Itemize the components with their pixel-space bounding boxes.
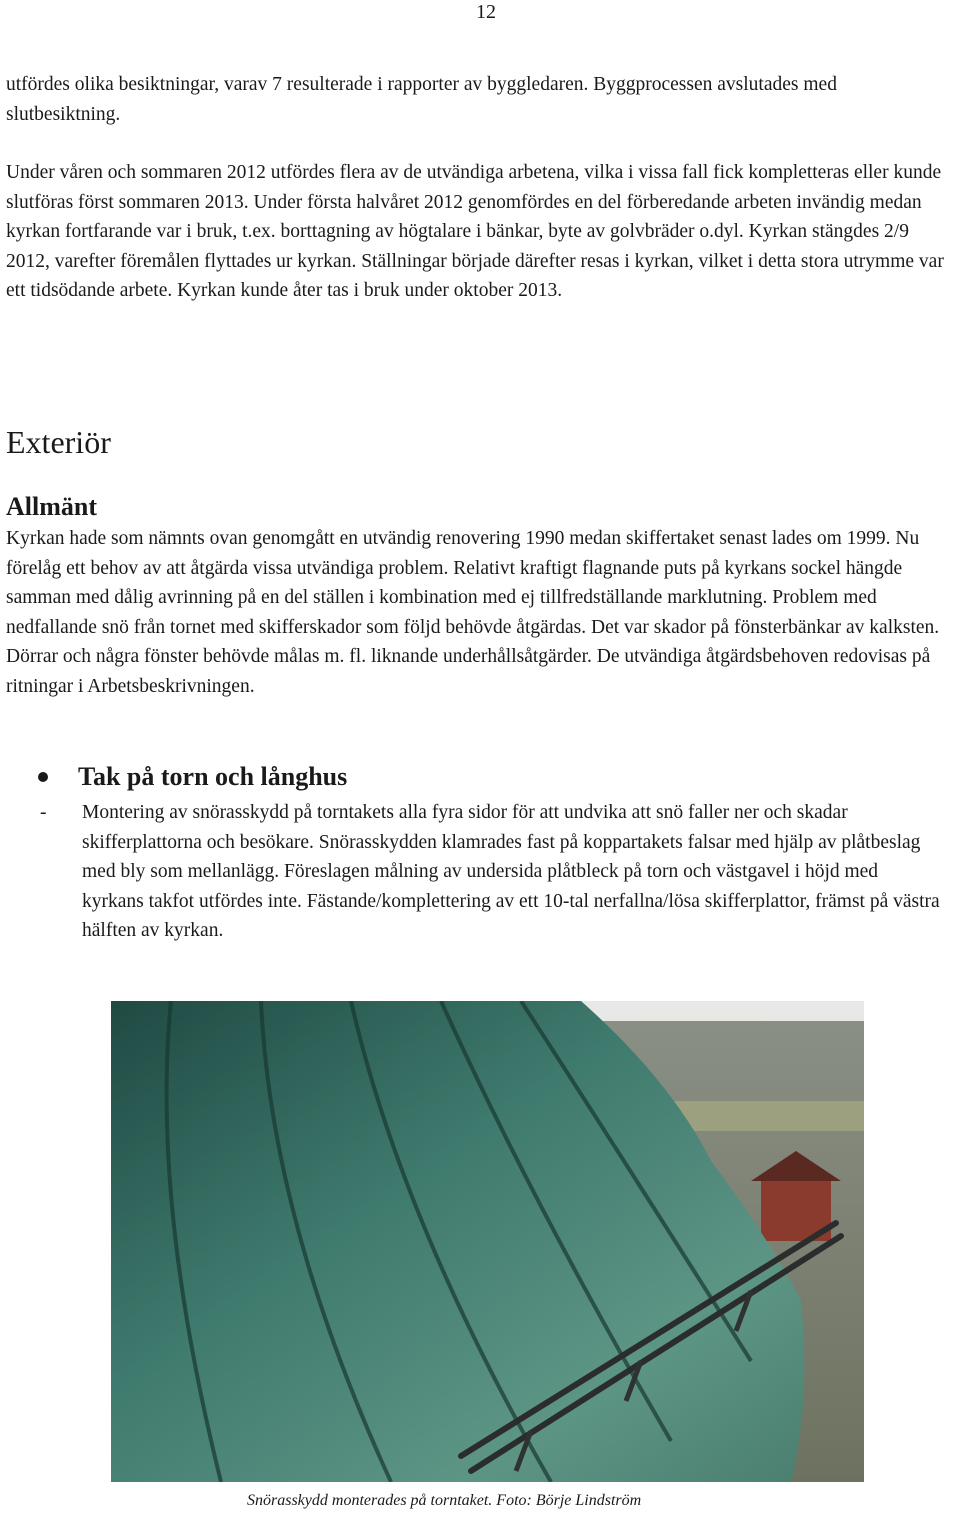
intro-paragraph: utfördes olika besiktningar, varav 7 resulterade i rapporter av byggledaren. Byggprocessen avslutades med slutbesiktning. (6, 74, 837, 125)
subsection-heading: Allmänt (6, 492, 97, 521)
section-heading: Exteriör (6, 424, 111, 460)
schedule-paragraph: Under våren och sommaren 2012 utfördes flera av de utvändiga arbetena, vilka i vissa fall fick kompletteras eller kunde slutföras först sommaren 2013. Under första halvåret 2012 genomfördes en del förberedande arbeten invändig medan kyrkan fortfarande var i bruk, t.ex. borttagning av högtalare i bänkar, byte av golvbräder o.dyl. Kyrkan stängdes 2/9 2012, varefter föremålen flyttades ur kyrkan. Ställningar började därefter resas i kyrkan, vilket i detta stora utrymme var ett tidsödande arbete. Kyrkan kunde åter tas i bruk under oktober 2013. (6, 162, 944, 301)
list-dash: - (40, 802, 47, 823)
page-number: 12 (476, 1, 496, 23)
bullet-heading: Tak på torn och långhus (78, 762, 348, 791)
bullet-icon (38, 772, 48, 782)
field-strip (671, 1101, 864, 1131)
photo-caption: Snörasskydd monterades på torntaket. Foto: Börje Lindström (247, 1492, 642, 1509)
roof-photo (111, 1001, 864, 1482)
bullet-heading-row (38, 760, 347, 794)
general-paragraph: Kyrkan hade som nämnts ovan genomgått en utvändig renovering 1990 medan skiffertaket senast lades om 1999. Nu förelåg ett behov av att åtgärda vissa utvändiga problem. Relativt kraftigt flagnande puts på kyrkans sockel hängde samman med dålig avrinning på en del ställen i kombination med ej tillfredställande marklutning. Problem med nedfallande snö från tornet med skifferskador som följd behövde åtgärdas. Det var skador på fönsterbänkar av kalksten. Dörrar och några fönster behövde målas m. fl. liknande underhållsåtgärder. De utvändiga åtgärdsbehoven redovisas på ritningar i Arbetsbeskrivningen. (6, 528, 940, 697)
list-item-text: Montering av snörasskydd på torntakets alla fyra sidor för att undvika att snö faller ner och skadar skifferplattorna och besökare. Snörasskydden klamrades fast på koppartakets falsar med hjälp av plåtbeslag med bly som mellanlägg. Föreslagen målning av undersida plåtbleck på torn och västgavel i höjd med kyrkans takfot utfördes inte. Fästande/komplettering av ett 10-tal nerfallna/lösa skifferplattor, främst på västra hälften av kyrkan. (82, 802, 940, 941)
